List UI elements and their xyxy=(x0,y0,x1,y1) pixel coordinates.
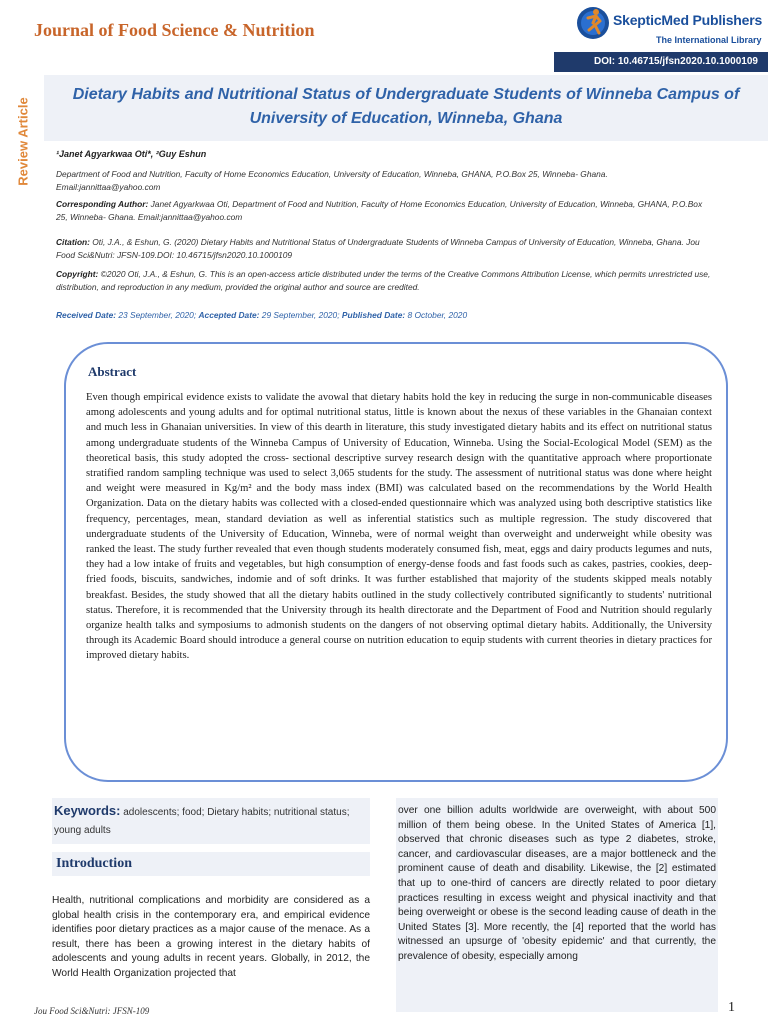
introduction-right-text: over one billion adults worldwide are overweight, with about 500 million of them being obese. In the United States of America [1], observed that chronic diseases such as type 2 diabetes, stroke, cancer, and cardiovascular diseases, are a major bottleneck and the prominent cause of death and disability. Likewise, the [2] estimated that up to one-third of cancers are directly related to poor dietary practices resulting in excess weight and physical inactivity and that being overweight or obese is the second leading cause of death in the United States [3]. More recently, the [4] reported that the world has witnessed an upsurge of 'obesity epidemic' and that currently, the prevalence of obesity, especially among xyxy=(398,805,716,962)
publisher-logo-block[interactable] xyxy=(574,2,763,48)
accepted-label: Accepted Date: xyxy=(198,310,260,320)
right-column xyxy=(396,798,718,1012)
keywords-label: Keywords: xyxy=(54,803,121,818)
received-date: 23 September, 2020; xyxy=(116,310,199,320)
keywords-box xyxy=(52,798,370,844)
citation xyxy=(56,236,712,262)
received-label: Received Date: xyxy=(56,310,117,320)
footer-journal-ref: Jou Food Sci&Nutri: JFSN-109 xyxy=(34,1006,150,1016)
published-label: Published Date: xyxy=(341,310,406,320)
corresponding-label: Corresponding Author: xyxy=(56,199,149,209)
article-title: Dietary Habits and Nutritional Status of Undergraduate Students of Winneba Campus of University of Education, Winneba, Ghana xyxy=(72,86,740,127)
side-label-text: Review Article xyxy=(15,97,31,186)
publisher-tagline: The International Library xyxy=(656,35,762,45)
abstract-box xyxy=(64,342,728,782)
affiliation: Department of Food and Nutrition, Faculty of Home Economics Education, University of Education, Winneba, GHANA, P.O.Box 25, Winneba- Ghana. Email:jannittaa@yahoo.com xyxy=(56,169,608,192)
copyright-label: Copyright: xyxy=(56,269,99,279)
accepted-date: 29 September, 2020; xyxy=(259,310,342,320)
corresponding-text: Janet Agyarkwaa Oti, Department of Food and Nutrition, Faculty of Home Economics Education, University of Education, Winneba, GHANA, P.O.Box 25, Winneba- Ghana. Email:jannittaa@yahoo.com xyxy=(56,199,703,222)
review-article-label xyxy=(4,90,31,200)
copyright-text: ©2020 Oti, J.A., & Eshun, G. This is an open-access article distributed under the terms of the Creative Commons Attribution License, which permits unrestricted use, distribution, and reproduction in any medium, provided the original author and source are credited. xyxy=(56,269,711,292)
article-title-box xyxy=(44,75,768,141)
article-dates xyxy=(56,309,712,322)
citation-text: Oti, J.A., & Eshun, G. (2020) Dietary Habits and Nutritional Status of Undergraduate Students of Winneba Campus of University of Education, Winneba, Ghana. Jou Food Sci&Nutri: JFSN-109.DOI: 10.46715/jfsn2020.10.1000109 xyxy=(56,237,700,260)
left-column xyxy=(52,798,370,982)
journal-title: Journal of Food Science & Nutrition xyxy=(34,20,315,40)
abstract-heading: Abstract xyxy=(88,364,137,379)
introduction-left-text: Health, nutritional complications and morbidity are considered as a global health crisis in the contemporary era, and empirical evidence identifies poor dietary practices as a major cause of the menace. As a result, there has been a growing interest in the dietary habits of adolescents and young adults in recent years. Globally, in 2012, the World Health Organization projected that xyxy=(52,895,370,979)
published-date: 8 October, 2020 xyxy=(405,310,468,320)
citation-label: Citation: xyxy=(56,237,90,247)
page-number: 1 xyxy=(728,1000,735,1015)
doi-link[interactable]: DOI: 10.46715/jfsn2020.10.1000109 xyxy=(554,52,768,72)
keywords-text: adolescents; food; Dietary habits; nutritional status; young adults xyxy=(54,807,350,836)
publisher-name: SkepticMed Publishers xyxy=(613,12,763,28)
introduction-heading: Introduction xyxy=(52,852,370,876)
abstract-text: Even though empirical evidence exists to validate the avowal that dietary habits hold the key in reducing the surge in non-communicable diseases among adolescents and young adults and for optimal nutritional status, little is known about the nexus of these variables in the Ghanaian context and much less in Ghanaian universities. In view of this dearth in literature, this study investigated dietary habits and its effect on nutritional status among undergraduate students of the Winneba Campus of University of Education, Winneba. Using the Social-Ecological Model (SEM) as the theoretical basis, this study adopted the cross- sectional descriptive survey research design with the quantitative approach where proportionate stratified random sampling technique was used to select 3,065 students for the study. The assessment of nutritional status was done where height and weight were measured in Kg/m² and the body mass index (BMI) was calculated based on the recommendations by the World Health Organization. Data on the dietary habits was collected with a closed-ended questionnaire which was analyzed using both descriptive statistics like frequency, percentages, mean, standard deviation as well as inferential statistics such as multiple regression. The study discovered that undergraduate students of the University of Education, Winneba, were of normal weight than overweight and underweight while obesity was ranked the least. The study further revealed that even though students moderately consumed fish, meat, eggs and dairy products legumes and nuts, they had a low intake of fruits and vegetables, but high consumption of energy-dense foods and fast foods such as cakes, pastries, cookies, deep-fried foods, biscuits, sandwiches, indomie and of soft drinks. It was further established that majority of the students skipped meals notably breakfast. Besides, the study showed that all the dietary habits outlined in the study collectively contributed significantly to students' nutritional status. Therefore, it is recommended that the University through its health directorate and the Department of Food and Nutrition should regularly organize health talks and symposiums to admonish students on the dangers of not observing optimal dietary habits. Additionally, the University through its Academic Board should introduce a general course on nutrition education to equip students with current theories in dietary practices for improved dietary habits. xyxy=(86,392,712,662)
authors: ¹Janet Agyarkwaa Oti*, ²Guy Eshun xyxy=(56,149,207,159)
runner-globe-logo-icon xyxy=(576,3,610,43)
copyright xyxy=(56,268,712,294)
corresponding-author xyxy=(56,198,712,224)
